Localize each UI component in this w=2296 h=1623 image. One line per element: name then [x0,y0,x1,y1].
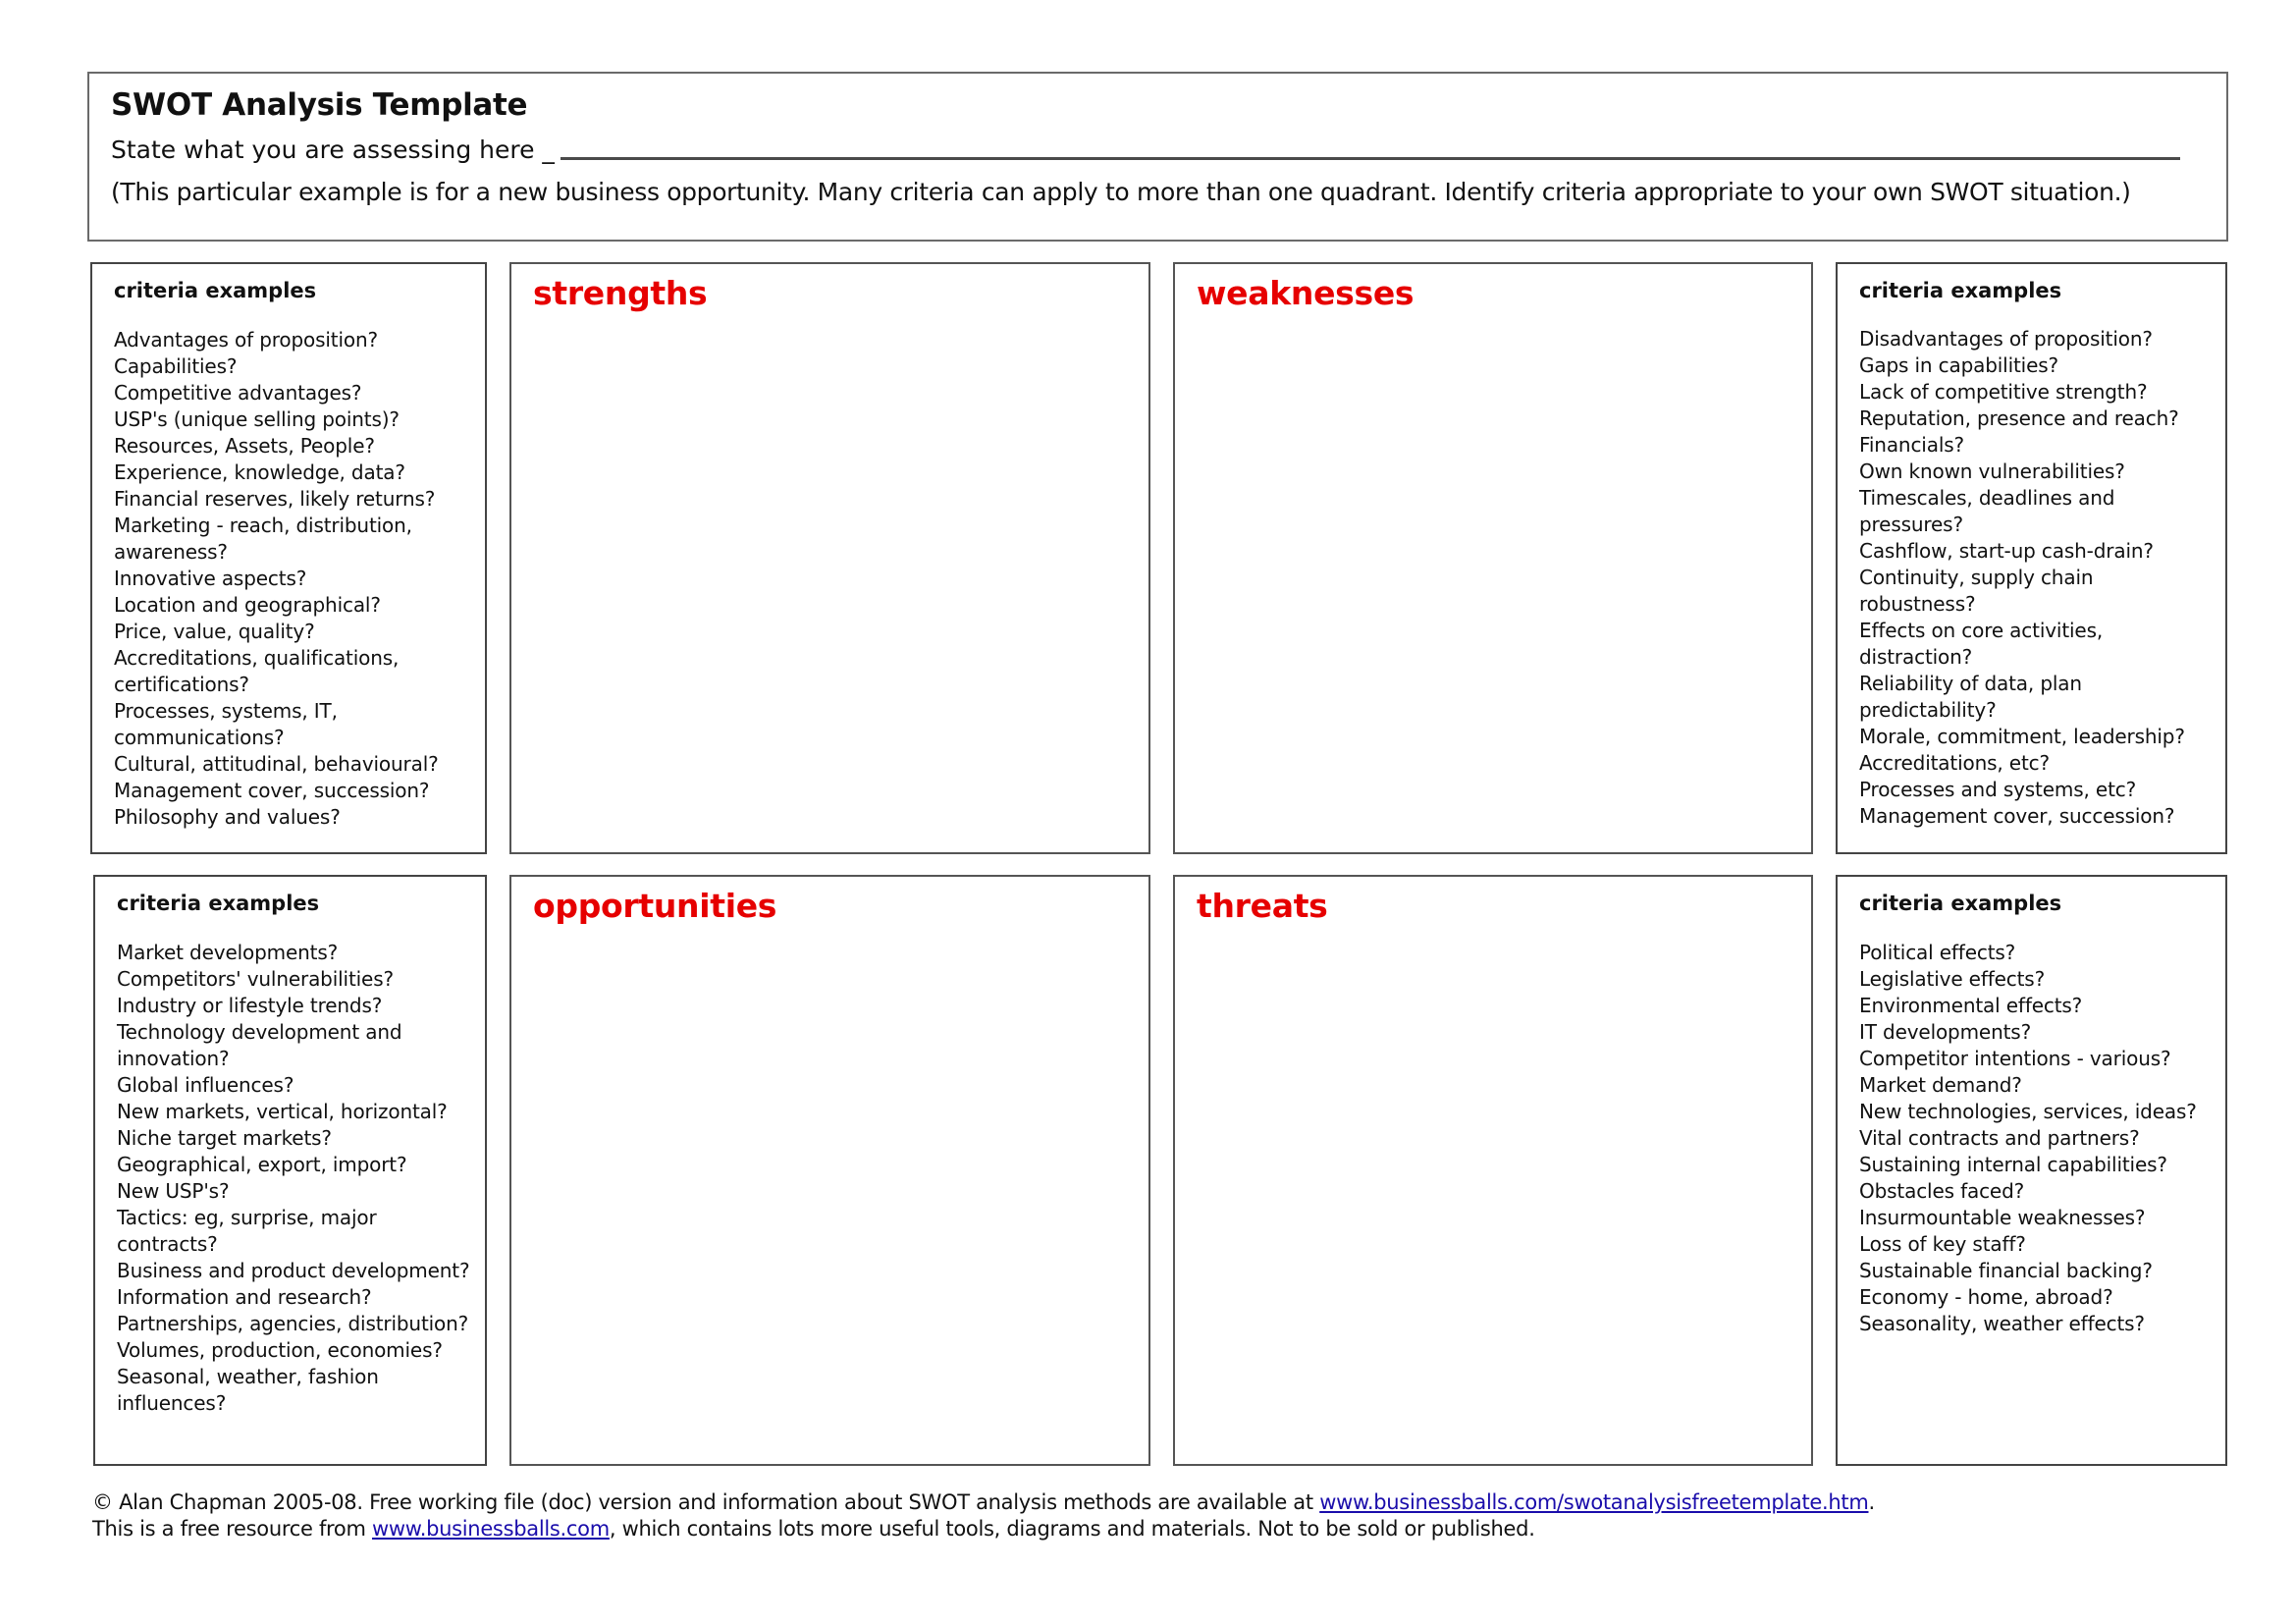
weaknesses-title: weaknesses [1197,274,1415,312]
criteria-item: Competitive advantages? [114,381,362,405]
opportunities-title: opportunities [533,887,777,925]
criteria-item: Obstacles faced? [1859,1179,2025,1203]
opportunities-quadrant [509,875,1150,1466]
criteria-item: Processes, systems, IT, [114,699,338,723]
criteria-item: Competitor intentions - various? [1859,1047,2171,1070]
criteria-item: Industry or lifestyle trends? [117,994,383,1017]
criteria-item: robustness? [1859,592,1976,616]
criteria-item: distraction? [1859,645,1973,669]
criteria-item: Resources, Assets, People? [114,434,375,458]
criteria-item: Effects on core activities, [1859,619,2104,642]
criteria-item: Price, value, quality? [114,620,315,643]
criteria-item: predictability? [1859,698,1997,722]
opportunities-entry-area[interactable] [513,946,1147,1462]
footer [92,1489,1875,1542]
criteria-item: Accreditations, etc? [1859,751,2050,775]
criteria-item: Experience, knowledge, data? [114,460,405,484]
criteria-item: Reliability of data, plan [1859,672,2082,695]
criteria-item: Innovative aspects? [114,567,307,590]
criteria-item: Partnerships, agencies, distribution? [117,1312,469,1335]
threats-entry-area[interactable] [1177,946,1809,1462]
strengths-entry-area[interactable] [513,333,1147,850]
criteria-heading: criteria examples [1859,892,2062,915]
footer-period: . [1868,1490,1875,1514]
criteria-item: Geographical, export, import? [117,1153,407,1176]
footer-disclaimer-text: , which contains lots more useful tools, diagrams and materials. Not to be sold or published. [609,1517,1535,1541]
criteria-item: awareness? [114,540,228,564]
weaknesses-quadrant [1173,262,1813,854]
criteria-item: New markets, vertical, horizontal? [117,1100,448,1123]
assessment-prompt [111,135,2180,164]
criteria-item: Business and product development? [117,1259,470,1282]
criteria-item: Cultural, attitudinal, behavioural? [114,752,439,776]
weaknesses-criteria-box [1836,262,2227,854]
criteria-item: Capabilities? [114,354,238,378]
criteria-item: Advantages of proposition? [114,328,378,352]
criteria-item: Insurmountable weaknesses? [1859,1206,2146,1229]
criteria-item: Technology development and [117,1020,402,1044]
criteria-item: Tactics: eg, surprise, major [117,1206,377,1229]
businessballs-link[interactable]: www.businessballs.com [372,1517,610,1541]
threats-criteria-list [1859,940,2197,1337]
criteria-item: Gaps in capabilities? [1859,353,2058,377]
threats-title: threats [1197,887,1328,925]
criteria-item: New USP's? [117,1179,230,1203]
weaknesses-entry-area[interactable] [1177,333,1809,850]
criteria-item: USP's (unique selling points)? [114,407,400,431]
criteria-item: Accreditations, qualifications, [114,646,400,670]
instruction-note: (This particular example is for a new business opportunity. Many criteria can apply to more than one quadrant. Identify criteria appropriate to your own SWOT situation.) [111,178,2131,206]
criteria-item: IT developments? [1859,1020,2032,1044]
criteria-item: Sustainable financial backing? [1859,1259,2153,1282]
criteria-item: Morale, commitment, leadership? [1859,725,2185,748]
criteria-item: influences? [117,1391,227,1415]
criteria-item: pressures? [1859,513,1963,536]
criteria-item: Cashflow, start-up cash-drain? [1859,539,2154,563]
criteria-item: Loss of key staff? [1859,1232,2026,1256]
criteria-item: Continuity, supply chain [1859,566,2094,589]
criteria-item: Volumes, production, economies? [117,1338,443,1362]
footer-copyright-text: © Alan Chapman 2005-08. Free working file (doc) version and information about SWOT analysis methods are available at [92,1490,1320,1514]
strengths-title: strengths [533,274,708,312]
page-title: SWOT Analysis Template [111,87,528,123]
criteria-item: communications? [114,726,285,749]
criteria-item: Financial reserves, likely returns? [114,487,436,511]
header-box [87,72,2228,242]
criteria-item: Seasonality, weather effects? [1859,1312,2145,1335]
criteria-item: Reputation, presence and reach? [1859,406,2179,430]
criteria-item: Sustaining internal capabilities? [1859,1153,2167,1176]
criteria-item: Political effects? [1859,941,2016,964]
criteria-item: Environmental effects? [1859,994,2083,1017]
criteria-item: Seasonal, weather, fashion [117,1365,379,1388]
criteria-item: Processes and systems, etc? [1859,778,2137,801]
assessment-fill-line[interactable] [561,157,2180,160]
criteria-item: Market demand? [1859,1073,2022,1097]
strengths-criteria-box [90,262,487,854]
footer-resource-text: This is a free resource from [92,1517,373,1541]
criteria-item: New technologies, services, ideas? [1859,1100,2197,1123]
criteria-item: Vital contracts and partners? [1859,1126,2140,1150]
criteria-heading: criteria examples [117,892,320,915]
weaknesses-criteria-list [1859,326,2185,830]
criteria-item: contracts? [117,1232,218,1256]
criteria-item: certifications? [114,673,249,696]
criteria-item: Philosophy and values? [114,805,341,829]
criteria-item: Financials? [1859,433,1964,457]
criteria-item: Management cover, succession? [114,779,430,802]
criteria-item: Marketing - reach, distribution, [114,514,412,537]
criteria-item: Lack of competitive strength? [1859,380,2148,404]
criteria-item: Location and geographical? [114,593,381,617]
criteria-item: Economy - home, abroad? [1859,1285,2113,1309]
criteria-heading: criteria examples [1859,279,2062,302]
criteria-item: Information and research? [117,1285,372,1309]
criteria-heading: criteria examples [114,279,317,302]
criteria-item: Legislative effects? [1859,967,2046,991]
criteria-item: Disadvantages of proposition? [1859,327,2153,351]
footer-line-2 [92,1516,1875,1542]
opportunities-criteria-list [117,940,469,1417]
opportunities-criteria-box [93,875,487,1466]
strengths-criteria-list [114,327,439,831]
criteria-item: Timescales, deadlines and [1859,486,2115,510]
criteria-item: innovation? [117,1047,230,1070]
footer-line-1 [92,1489,1875,1516]
threats-quadrant [1173,875,1813,1466]
assessment-label: State what you are assessing here _ [111,135,555,164]
criteria-item: Competitors' vulnerabilities? [117,967,394,991]
strengths-quadrant [509,262,1150,854]
criteria-item: Own known vulnerabilities? [1859,460,2125,483]
criteria-item: Market developments? [117,941,339,964]
threats-criteria-box [1836,875,2227,1466]
swot-template-link[interactable]: www.businessballs.com/swotanalysisfreetemplate.htm [1319,1490,1869,1514]
criteria-item: Global influences? [117,1073,294,1097]
criteria-item: Management cover, succession? [1859,804,2175,828]
criteria-item: Niche target markets? [117,1126,332,1150]
